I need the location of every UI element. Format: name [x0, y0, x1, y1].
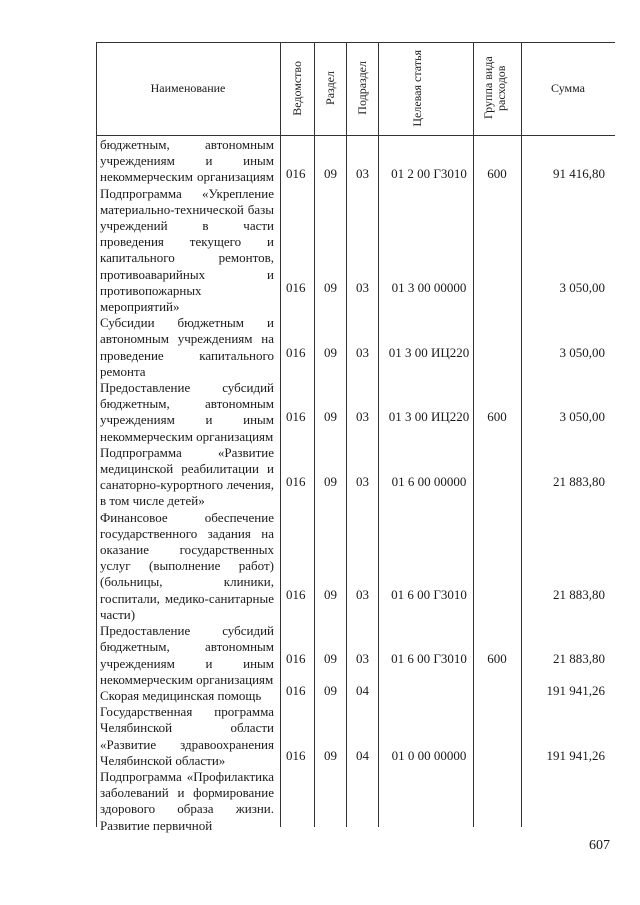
cell-razdel: 09: [324, 345, 337, 360]
cell-razdel: 09: [324, 409, 337, 424]
header-name: Наименование: [150, 80, 226, 95]
page-number: 607: [589, 838, 610, 853]
cell-razdel: 09: [324, 748, 337, 763]
cell-summa: 21 883,80: [553, 474, 605, 489]
header-podrazdel: Подраздел: [354, 61, 369, 115]
column-divider: [314, 42, 315, 827]
cell-razdel: 09: [324, 280, 337, 295]
cell-podrazdel: 04: [356, 683, 369, 698]
cell-gruppa: 600: [487, 166, 507, 181]
column-divider: [346, 42, 347, 827]
cell-summa: 21 883,80: [553, 651, 605, 666]
cell-vedomstvo: 016: [286, 587, 306, 602]
cell-podrazdel: 03: [356, 651, 369, 666]
row-name: Скорая медицинская помощь: [100, 687, 262, 703]
cell-podrazdel: 04: [356, 748, 369, 763]
cell-celevaya-statya: 01 6 00 Г3010: [391, 651, 467, 666]
cell-celevaya-statya: 01 2 00 Г3010: [391, 166, 467, 181]
cell-razdel: 09: [324, 683, 337, 698]
cell-summa: 91 416,80: [553, 166, 605, 181]
cell-summa: 3 050,00: [559, 409, 605, 424]
cell-vedomstvo: 016: [286, 166, 306, 181]
name-column: [100, 137, 274, 834]
row-name: Субсидии бюджетным и автономным учреждениям на проведение капитального ремонта: [100, 315, 274, 379]
cell-vedomstvo: 016: [286, 683, 306, 698]
row-name: Государственная программа Челябинской области «Развитие здравоохранения Челябинской области»: [100, 704, 274, 768]
cell-summa: 3 050,00: [559, 345, 605, 360]
header-razdel: Раздел: [322, 71, 337, 105]
cell-vedomstvo: 016: [286, 345, 306, 360]
cell-razdel: 09: [324, 166, 337, 181]
row-name: Финансовое обеспечение государственного задания на оказание государственных услуг (выполнение работ) (больницы, клиники, госпитали, медико-санитарные части): [100, 509, 274, 622]
cell-summa: 3 050,00: [559, 280, 605, 295]
cell-celevaya-statya: 01 6 00 Г3010: [391, 587, 467, 602]
cell-celevaya-statya: 01 6 00 00000: [391, 474, 467, 489]
cell-vedomstvo: 016: [286, 651, 306, 666]
cell-celevaya-statya: 01 0 00 00000: [391, 748, 467, 763]
row-name: Подпрограмма «Укрепление материально-технической базы учреждений в части проведения текущего и капитального ремонтов, противоаварийных и противопожарных мероприятий»: [100, 185, 274, 315]
cell-podrazdel: 03: [356, 280, 369, 295]
cell-celevaya-statya: 01 3 00 00000: [391, 280, 467, 295]
cell-gruppa: 600: [487, 651, 507, 666]
header-celevaya-statya: Целевая статья: [409, 49, 424, 127]
cell-vedomstvo: 016: [286, 409, 306, 424]
cell-gruppa: 600: [487, 409, 507, 424]
column-divider: [473, 42, 474, 827]
cell-vedomstvo: 016: [286, 280, 306, 295]
column-divider: [280, 42, 281, 827]
cell-summa: 191 941,26: [546, 748, 605, 763]
cell-podrazdel: 03: [356, 409, 369, 424]
row-name: Предоставление субсидий бюджетным, автономным учреждениям и иным некоммерческим организациям: [100, 380, 274, 444]
row-name: бюджетным, автономным учреждениям и иным некоммерческим организациям: [100, 137, 274, 185]
cell-razdel: 09: [324, 587, 337, 602]
cell-razdel: 09: [324, 474, 337, 489]
cell-celevaya-statya: 01 3 00 ИЦ220: [388, 345, 470, 360]
cell-podrazdel: 03: [356, 474, 369, 489]
cell-razdel: 09: [324, 651, 337, 666]
cell-vedomstvo: 016: [286, 748, 306, 763]
column-divider: [521, 42, 522, 827]
cell-podrazdel: 03: [356, 345, 369, 360]
row-name: Предоставление субсидий бюджетным, автономным учреждениям и иным некоммерческим организациям: [100, 623, 274, 687]
cell-podrazdel: 03: [356, 587, 369, 602]
cell-podrazdel: 03: [356, 166, 369, 181]
cell-vedomstvo: 016: [286, 474, 306, 489]
budget-table: [96, 42, 615, 833]
header-summa: Сумма: [551, 80, 585, 95]
header-gruppa-vida-rashodov: Группа вида расходов: [481, 56, 508, 120]
row-name: Подпрограмма «Профилактика заболеваний и формирование здорового образа жизни. Развитие первичной: [100, 768, 274, 833]
cell-summa: 191 941,26: [546, 683, 605, 698]
header-vedomstvo: Ведомство: [289, 60, 304, 116]
column-divider: [96, 42, 97, 827]
column-divider: [378, 42, 379, 827]
row-name: Подпрограмма «Развитие медицинской реабилитации и санаторно-курортного лечения, в том числе детей»: [100, 444, 274, 509]
cell-celevaya-statya: 01 3 00 ИЦ220: [388, 409, 470, 424]
cell-summa: 21 883,80: [553, 587, 605, 602]
